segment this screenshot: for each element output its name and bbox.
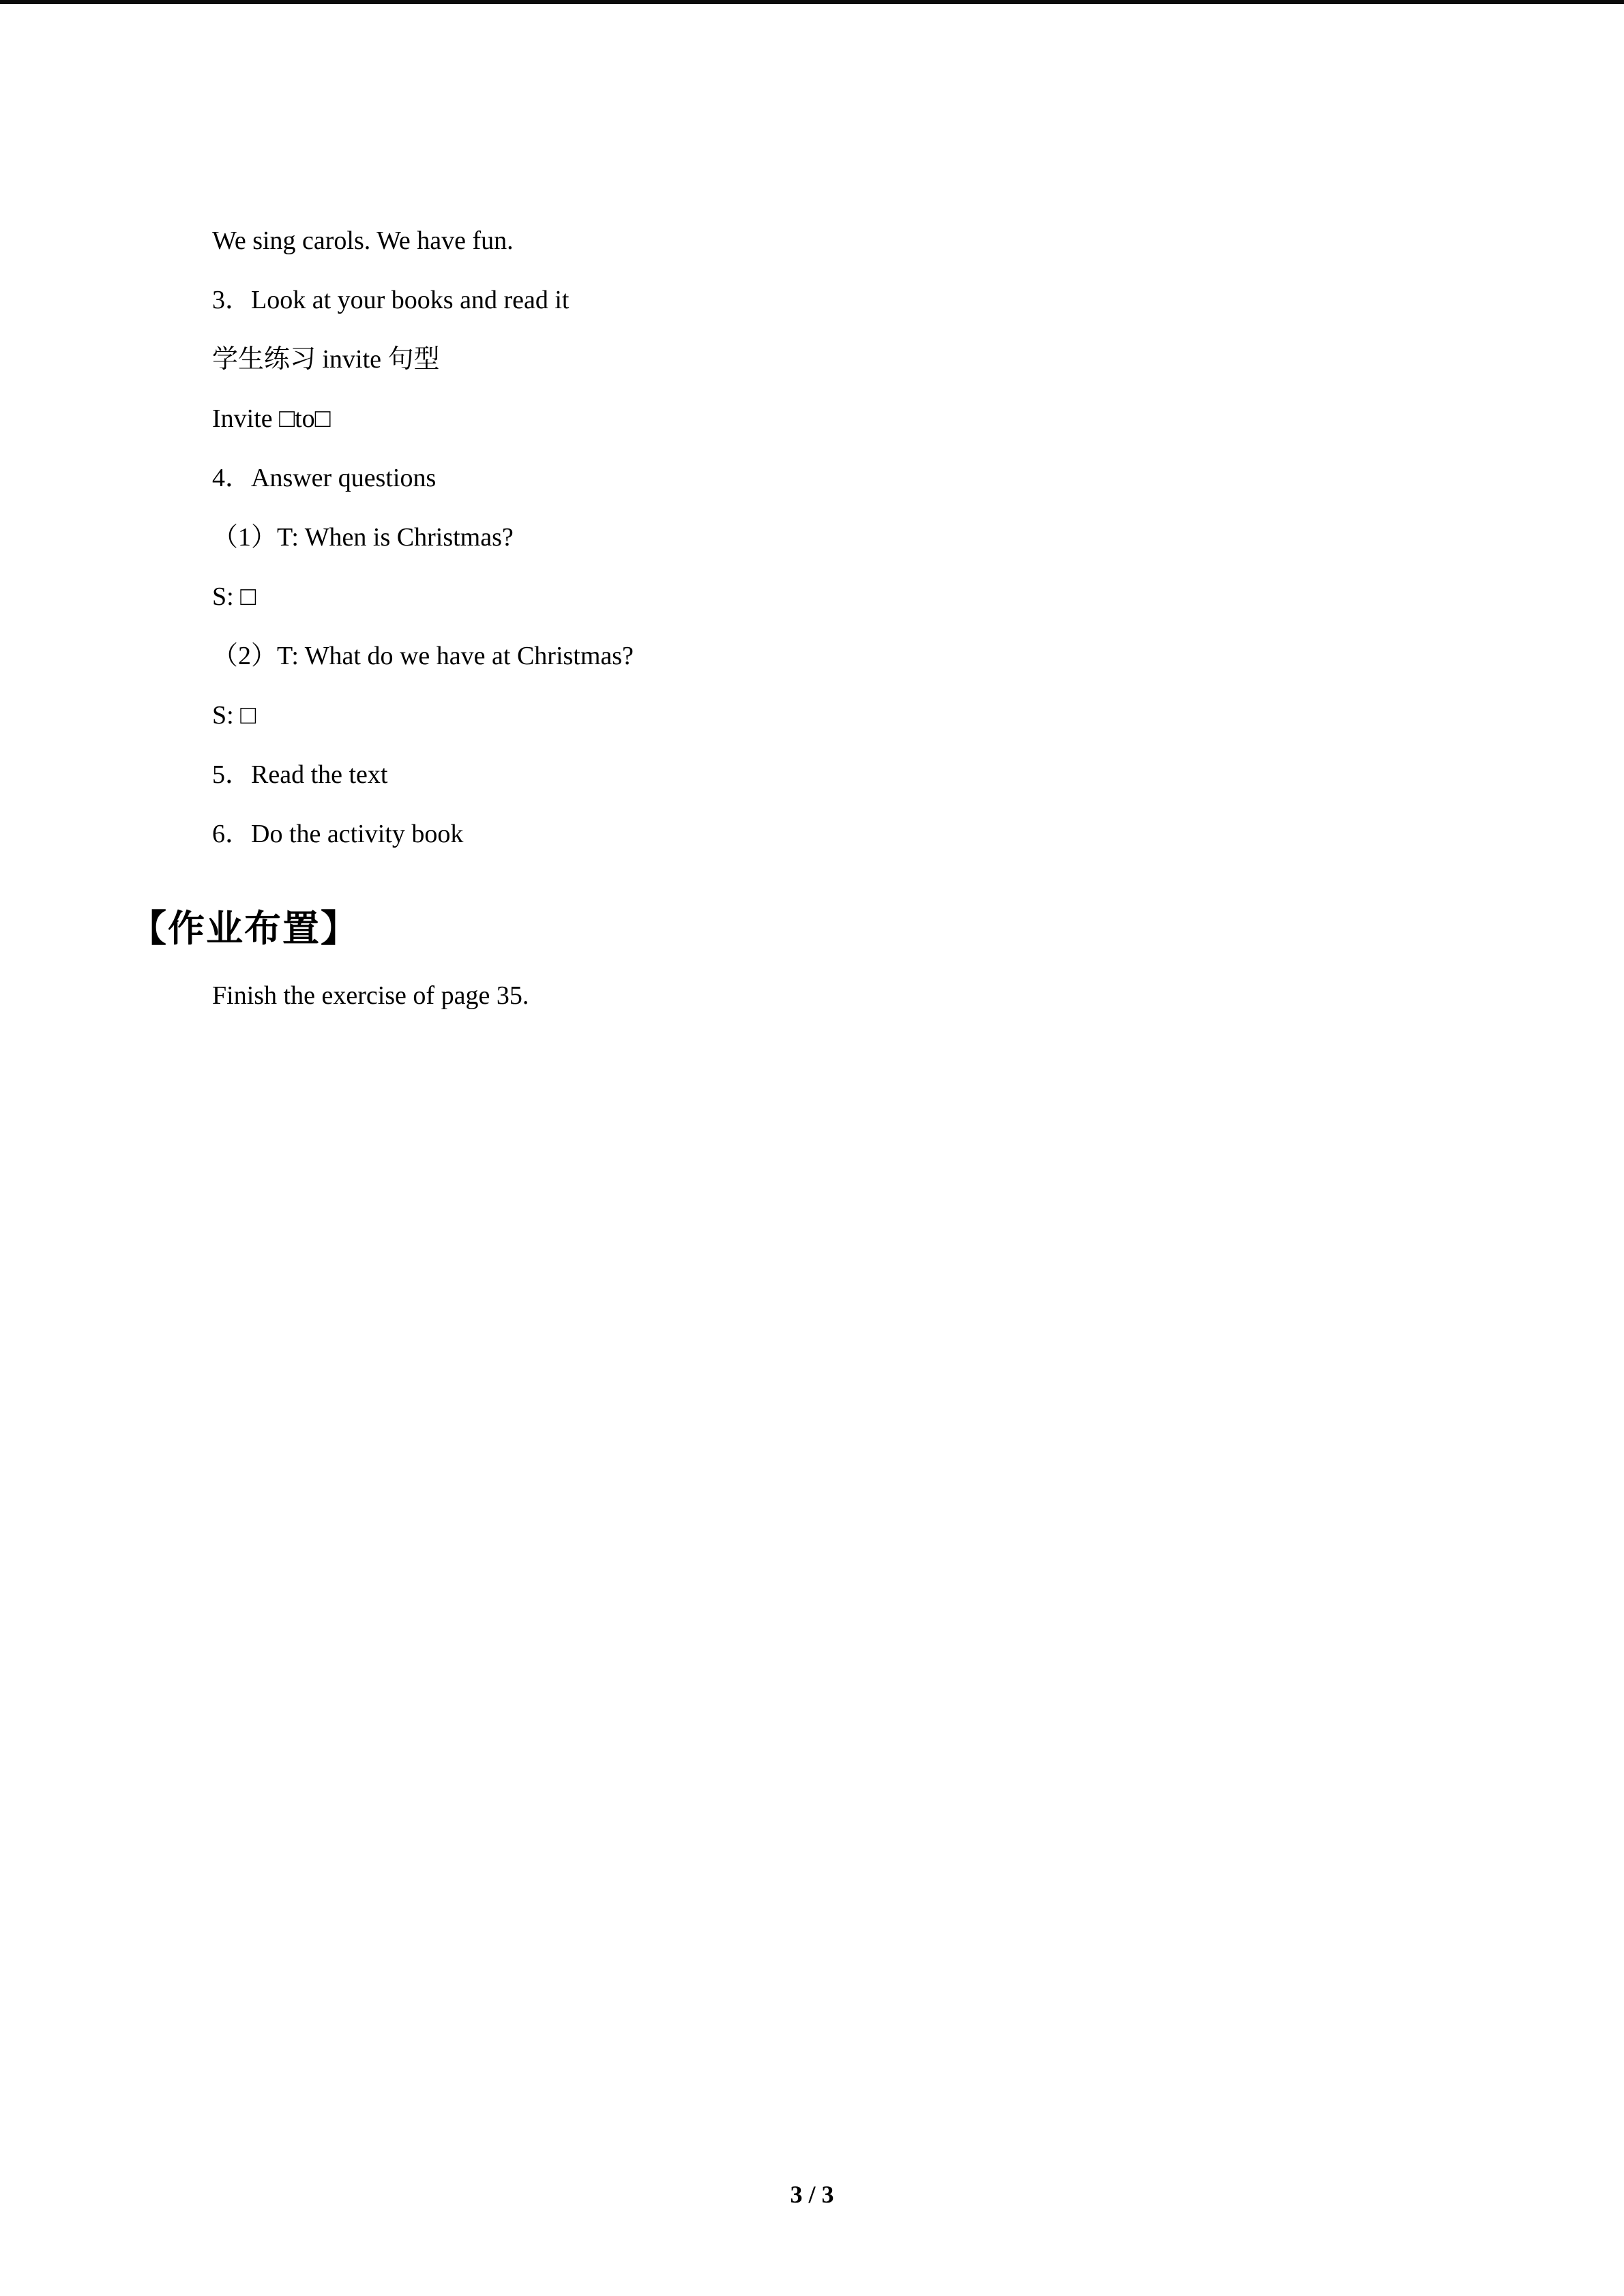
section-heading-homework-assignment: 【作业布置】: [130, 908, 359, 949]
page-number-indicator: 3 / 3: [790, 2181, 834, 2208]
text-line-practice-invite-pattern: 学生练习 invite 句型: [212, 345, 440, 374]
text-line-q1-when-is-christmas: （1）T: When is Christmas?: [212, 523, 514, 552]
text-line-invite-blank-to-blank: Invite □to□: [212, 404, 331, 433]
text-line-step6-activity-book: 6．Do the activity book: [212, 820, 464, 848]
text-line-sing-carols: We sing carols. We have fun.: [212, 226, 514, 255]
text-line-q2-what-do-we-have: （2）T: What do we have at Christmas?: [212, 642, 634, 670]
text-line-student-answer-2: S: □: [212, 701, 256, 730]
text-line-step3-look-at-books: 3．Look at your books and read it: [212, 286, 570, 314]
text-line-finish-exercise: Finish the exercise of page 35.: [212, 981, 529, 1010]
document-body: [0, 0, 1624, 1026]
text-line-step4-answer-questions: 4．Answer questions: [212, 464, 437, 492]
text-line-step5-read-the-text: 5．Read the text: [212, 760, 388, 789]
text-line-student-answer-1: S: □: [212, 582, 256, 611]
